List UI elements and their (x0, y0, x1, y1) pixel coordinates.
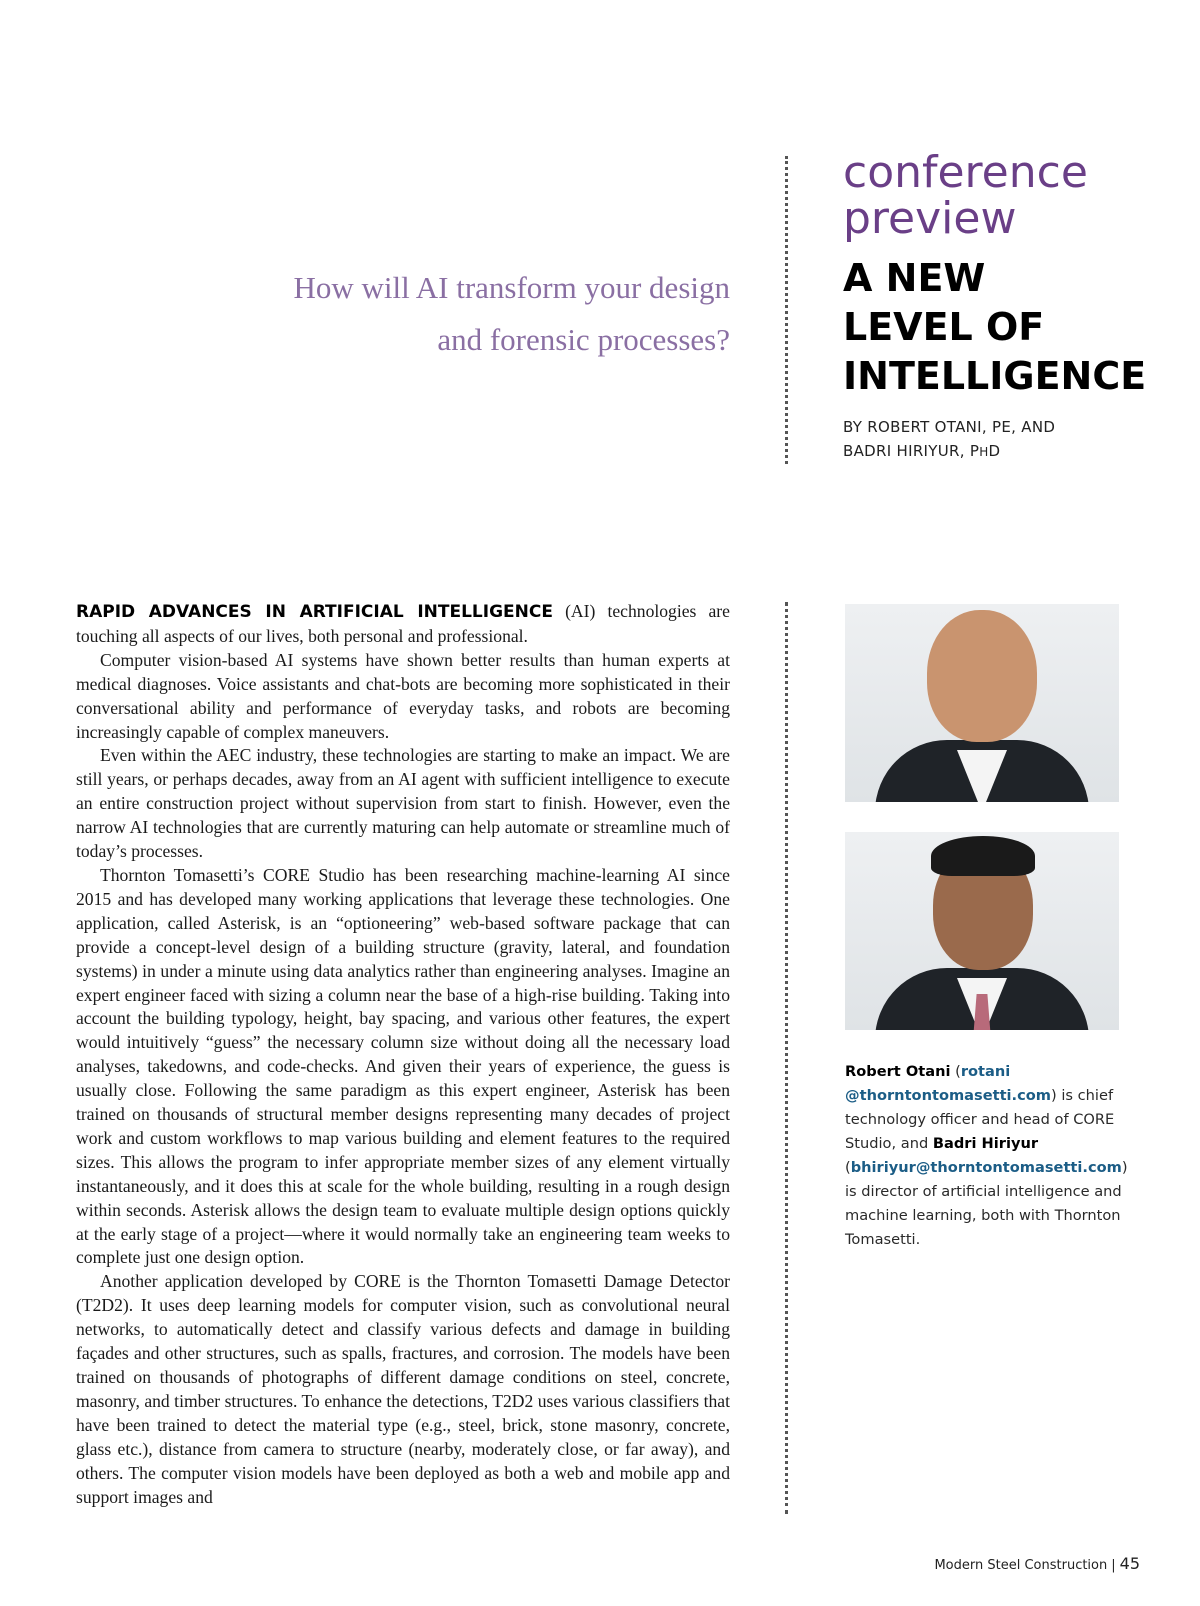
bio-name-2: Badri Hiriyur (932, 1135, 1039, 1152)
bio-middle: is chief technology officer and head of CORE Studio, and (845, 1087, 1115, 1152)
email-part-1: rotani (960, 1063, 1011, 1080)
email-link-bhiriyur[interactable]: bhiriyur@thorntontomasetti.com (850, 1159, 1122, 1176)
pull-quote (210, 262, 730, 366)
bio-name-1: Robert Otani (845, 1063, 951, 1080)
byline-line-1: BY ROBERT OTANI, PE, AND (843, 418, 1056, 436)
face-shape (927, 610, 1037, 742)
bio-tail: is director of artificial intelligence and machine learning, both with Thornton Tomasetti. (845, 1183, 1122, 1248)
kicker-line-1: conference (843, 147, 1088, 198)
footer-separator: | (1111, 1558, 1116, 1573)
article-header (843, 147, 1183, 464)
lead-rest: (AI) technologies are touching all aspects of our lives, both personal and professional. (76, 601, 730, 646)
pull-quote-line-1: How will AI transform your design (293, 270, 730, 305)
paragraph: Computer vision-based AI systems have shown better results than human experts at medical diagnoses. Voice assistants and chat-bots are becoming more sophisticated in their conversational ability and performance of everyday tasks, and robots are becoming increasingly capable of complex maneuvers. (76, 649, 730, 742)
dotted-divider-bottom (785, 602, 788, 1514)
paragraph: Thornton Tomasetti’s CORE Studio has been researching machine-learning AI since 2015 and has developed many working applications that leverage these technologies. One application, called Asterisk, is an “optioneering” web-based software package that can provide a concept-level design of a building structure (gravity, lateral, and foundation systems) in under a minute using data analytics rather than engineering analyses. Imagine an expert engineer faced with sizing a column near the base of a high-rise building. Taking into account the building typology, height, bay spacing, and various other features, the expert would intuitively “guess” the necessary column size without doing all the necessary load analyses, takedowns, and code-checks. And given their years of experience, the guess is usually close. Following the same paradigm as this expert engineer, Asterisk has been trained on thousands of structural member designs representing many decades of project work and custom workflows to map various building and element features to the required sizes. This allows the program to infer appropriate member sizes of any element virtually instantaneously, and it does this at scale for the whole building, resulting in a rough design within seconds. Asterisk allows the design team to evaluate multiple design options quickly at the early stage of a project—where it would normally take an engineering team weeks to complete just one design option. (76, 864, 730, 1268)
byline (843, 415, 1183, 464)
headline-line-2: LEVEL OF (843, 305, 1045, 349)
headline-line-3: INTELLIGENCE (843, 354, 1147, 398)
byline-line-2 (843, 439, 1183, 464)
byline-degree-smallcap: H (979, 445, 989, 459)
author-photo-badri-hiriyur (845, 832, 1119, 1030)
kicker-line-2: preview (843, 193, 1017, 244)
author-bio: Robert Otani (rotani @thorntontomasetti.com) is chief technology officer and head of CORE Studio, and Badri Hiriyur (bhiriyur@thorntontomasetti.com) is director of artificial intelligence and machine learning, both with Thornton Tomasetti. (845, 1063, 1128, 1248)
paragraph: Another application developed by CORE is the Thornton Tomasetti Damage Detector (T2D2). It uses deep learning models for computer vision, such as convolutional neural networks, to automatically detect and classify various defects and damage in building façades and other structures, such as spalls, fractures, and corrosion. The models have been trained on thousands of photographs of different damage conditions on steel, concrete, masonry, and timber structures. To enhance the detections, T2D2 uses various classifiers that have been trained to detect the material type (e.g., steel, brick, stone masonry, concrete, glass etc.), distance from camera to structure (nearby, moderately close, or far away), and others. The computer vision models have been deployed as both a web and mobile app and support images and (76, 1271, 730, 1507)
article-body (76, 600, 730, 1509)
byline-degree-end: D (988, 442, 1001, 460)
lead-caps: RAPID ADVANCES IN ARTIFICIAL INTELLIGENCE (76, 602, 553, 622)
byline-name-2: BADRI HIRIYUR, P (843, 442, 980, 460)
author-photo-robert-otani (845, 604, 1119, 802)
dotted-divider-top (785, 156, 788, 464)
pull-quote-line-2: and forensic processes? (437, 322, 730, 357)
page-footer (934, 1554, 1140, 1573)
email-part-2: @thorntontomasetti.com (845, 1087, 1051, 1104)
article-headline (843, 254, 1183, 401)
publication-name: Modern Steel Construction (934, 1558, 1108, 1573)
headline-line-1: A NEW (843, 256, 986, 300)
hair-shape (931, 836, 1035, 876)
section-kicker (843, 147, 1183, 244)
page-number: 45 (1119, 1554, 1140, 1573)
paragraph-lead (76, 600, 730, 649)
paragraph: Even within the AEC industry, these technologies are starting to make an impact. We are still years, or perhaps decades, away from an AI agent with sufficient intelligence to execute an entire construction project without supervision from start to finish. However, even the narrow AI technologies that are currently maturing can help automate or streamline much of today’s processes. (76, 745, 730, 862)
